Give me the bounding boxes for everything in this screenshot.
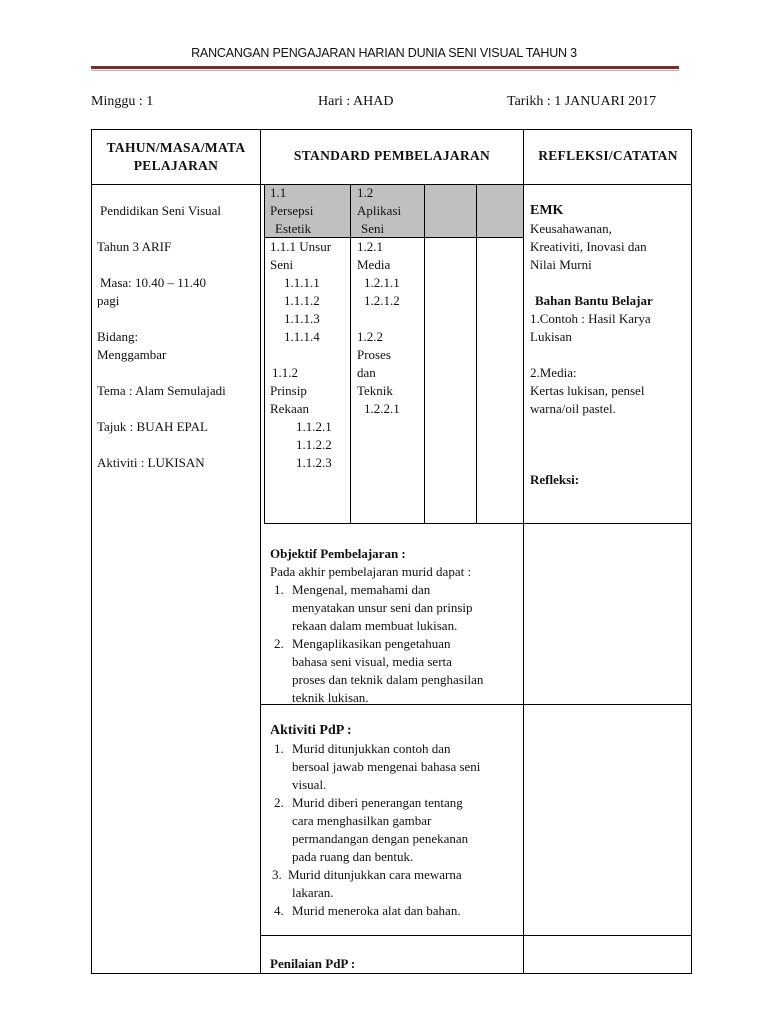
refleksi-bbb: Bahan Bantu Belajar 1.Contoh : Hasil Karya Lukisan 2.Media: Kertas lukisan, pensel warna/oil pastel. (530, 293, 653, 416)
list-item: 1. Murid ditunjukkan contoh dan bersoal jawab mengenai bahasa seni visual. (274, 741, 481, 792)
minggu-label: Minggu : 1 (91, 94, 154, 109)
refleksi-emk: EMK Keusahawanan, Kreativiti, Inovasi dan Nilai Murni (530, 203, 647, 272)
left-masa-pagi: pagi (97, 293, 120, 308)
header-refleksi: REFLEKSI/CATATAN (538, 148, 678, 163)
objektif-intro: Pada akhir pembelajaran murid dapat : (270, 564, 472, 579)
penilaian-title: Penilaian PdP : (270, 956, 356, 971)
aktiviti-title: Aktiviti PdP : (270, 723, 352, 738)
left-tajuk: Tajuk : BUAH EPAL (97, 419, 208, 434)
left-aktiviti: Aktiviti : LUKISAN (97, 455, 205, 470)
standard-b-list: 1.2.1 Media 1.2.1.1 1.2.1.2 1.2.2 Proses dan Teknik 1.2.2.1 (357, 239, 400, 416)
objektif-title: Objektif Pembelajaran : (270, 546, 406, 561)
header-standard: STANDARD PEMBELAJARAN (293, 148, 491, 163)
left-masa: Masa: 10.40 – 11.40 (100, 275, 207, 290)
refleksi-label: Refleksi: (530, 472, 580, 487)
left-tema: Tema : Alam Semulajadi (97, 383, 226, 398)
list-item: 4. Murid meneroka alat dan bahan. (274, 903, 461, 918)
standard-b-header: 1.2 Aplikasi Seni (357, 185, 402, 236)
left-tahun: Tahun 3 ARIF (97, 239, 172, 254)
shade-cell-4 (476, 184, 523, 237)
left-bidang: Bidang: (97, 329, 139, 344)
list-item: 2. Murid diberi penerangan tentang cara menghasilkan gambar permandangan dengan penekanan pada ruang dan bentuk. (274, 795, 469, 864)
left-subject: Pendidikan Seni Visual (100, 203, 222, 218)
tarikh-label: Tarikh : 1 JANUARI 2017 (507, 94, 657, 109)
aktiviti-section (270, 722, 520, 920)
header-tahun: TAHUN/MASA/MATA PELAJARAN (106, 140, 246, 173)
objektif-section (270, 545, 520, 707)
list-item: 3. Murid ditunjukkan cara mewarna lakaran. (272, 867, 462, 900)
document-title: RANCANGAN PENGAJARAN HARIAN DUNIA SENI VISUAL TAHUN 3 (191, 46, 577, 60)
standard-a-list: 1.1.1 Unsur Seni 1.1.1.1 1.1.1.2 1.1.1.3 1.1.1.4 1.1.2 Prinsip Rekaan 1.1.2.1 1.1.2.2 1.1.2.3 (270, 239, 332, 470)
list-item: 2. Mengaplikasikan pengetahuan bahasa seni visual, media serta proses dan teknik dalam penghasilan teknik lukisan. (274, 636, 484, 705)
shade-cell-3 (424, 184, 476, 237)
standard-a-header: 1.1 Persepsi Estetik (270, 185, 314, 236)
hari-label: Hari : AHAD (318, 94, 394, 109)
left-bidang-value: Menggambar (97, 347, 167, 362)
list-item: 1. Mengenal, memahami dan menyatakan unsur seni dan prinsip rekaan dalam membuat lukisan. (274, 582, 473, 633)
